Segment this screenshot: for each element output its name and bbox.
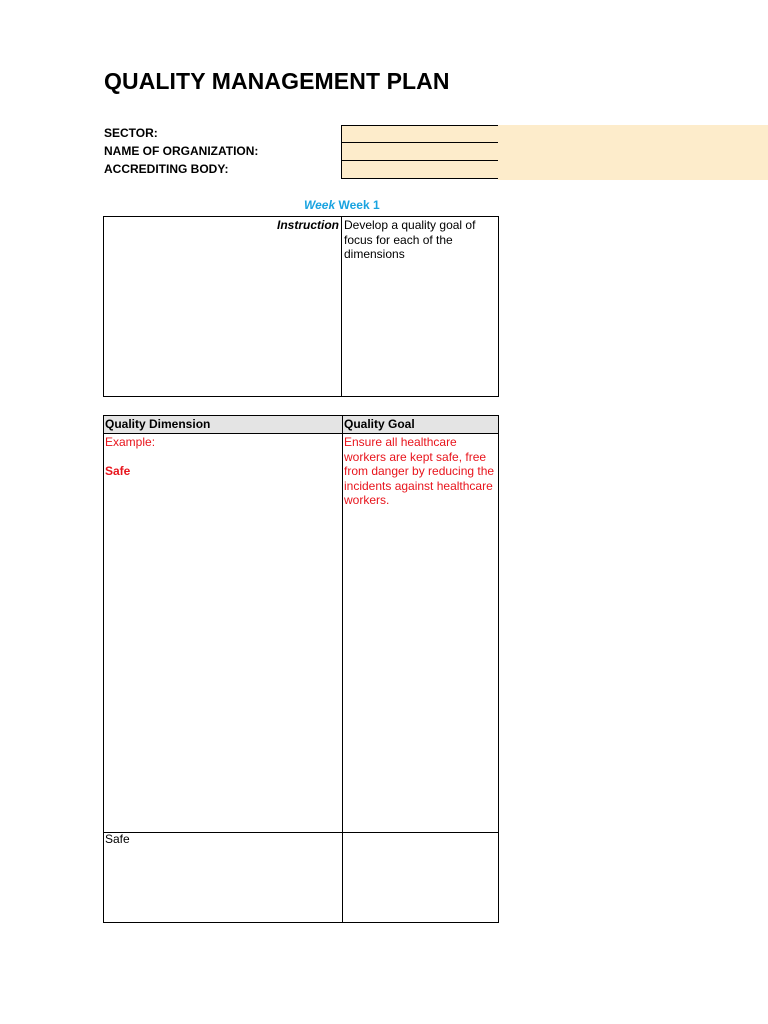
table-row-dimension[interactable]: Safe bbox=[105, 832, 130, 846]
instruction-label-cell bbox=[104, 217, 342, 396]
highlight-fill bbox=[498, 125, 768, 180]
instruction-text: Develop a quality goal of focus for each of the dimensions bbox=[344, 218, 476, 261]
header-quality-dimension: Quality Dimension bbox=[105, 417, 211, 431]
week-label: Week bbox=[304, 198, 336, 212]
page-title: QUALITY MANAGEMENT PLAN bbox=[104, 68, 450, 94]
row-separator bbox=[104, 832, 498, 833]
example-label: Example: bbox=[105, 435, 156, 449]
week-value: Week 1 bbox=[338, 198, 380, 212]
organization-name-input-cell[interactable] bbox=[341, 143, 498, 161]
instruction-table bbox=[103, 216, 499, 397]
organization-name-label: NAME OF ORGANIZATION: bbox=[104, 144, 259, 158]
accrediting-body-input-cell[interactable] bbox=[341, 161, 498, 179]
quality-dimension-table bbox=[103, 415, 499, 923]
sector-label: SECTOR: bbox=[104, 126, 158, 140]
example-dimension: Safe bbox=[105, 464, 131, 478]
week-indicator bbox=[304, 198, 380, 212]
accrediting-body-label: ACCREDITING BODY: bbox=[104, 162, 229, 176]
header-quality-goal: Quality Goal bbox=[344, 417, 415, 431]
example-goal: Ensure all healthcare workers are kept safe, free from danger by reducing the incidents against healthcare workers. bbox=[344, 435, 495, 507]
sector-input-cell[interactable] bbox=[341, 125, 498, 143]
instruction-label: Instruction bbox=[277, 218, 339, 232]
column-divider bbox=[342, 416, 343, 922]
